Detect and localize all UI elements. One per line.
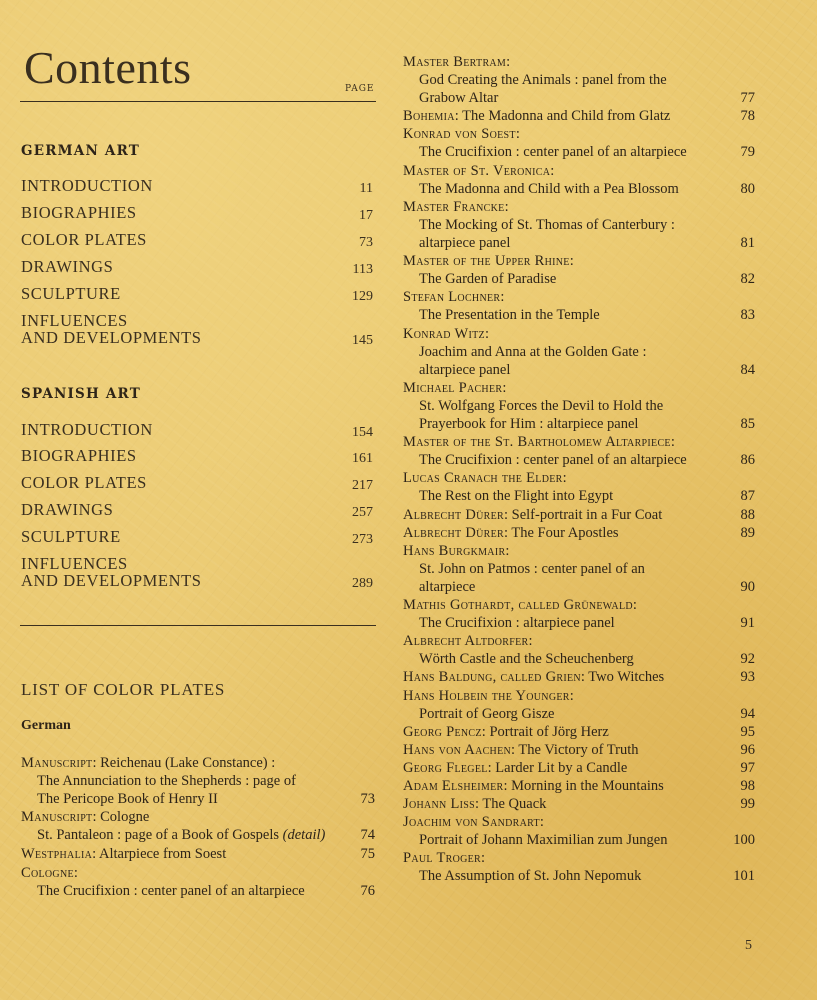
list-of-color-plates-heading: LIST OF COLOR PLATES xyxy=(21,680,226,699)
plate-title-rest: : xyxy=(515,126,520,143)
plate-page: 74 xyxy=(360,827,375,843)
plate-entry[interactable] xyxy=(21,754,375,808)
toc-item-spanish-introduction[interactable] xyxy=(21,421,375,438)
plate-page: 73 xyxy=(360,791,375,807)
plate-artist: Hans Burgkmair xyxy=(403,542,506,559)
plate-page: 101 xyxy=(733,868,755,885)
plate-title-line: Portrait of Georg Gisze xyxy=(419,705,555,722)
plate-page: 76 xyxy=(360,883,375,899)
plate-page: 97 xyxy=(740,759,755,776)
plate-entry[interactable] xyxy=(403,795,755,813)
plate-page: 80 xyxy=(740,180,755,197)
plate-page: 87 xyxy=(740,488,755,505)
plate-title-rest: : xyxy=(504,198,509,215)
plate-title-rest: : xyxy=(569,687,574,704)
plate-title-rest: : The Madonna and Child from Glatz xyxy=(454,108,671,125)
plate-title-line: The Rest on the Flight into Egypt xyxy=(419,488,614,505)
toc-item-page: 154 xyxy=(352,425,373,440)
toc-item-label: BIOGRAPHIES xyxy=(21,203,137,222)
plate-title-line: St. Pantaleon : page of a Book of Gospels xyxy=(37,827,280,843)
toc-item-german-introduction[interactable] xyxy=(21,177,375,194)
page-column-label: PAGE xyxy=(345,84,375,94)
plate-title-line: The Assumption of St. John Nepomuk xyxy=(419,868,642,885)
plate-title-rest: : xyxy=(505,542,510,559)
toc-item-label: COLOR PLATES xyxy=(21,230,147,249)
plate-title-rest: : Cologne xyxy=(92,809,150,825)
plate-title-rest: : xyxy=(670,434,675,451)
toc-item-label-line1: INFLUENCES xyxy=(21,311,128,330)
plate-artist: Albrecht Altdorfer xyxy=(403,633,529,650)
plate-page: 95 xyxy=(740,723,755,740)
plate-title-rest: : Altarpiece from Soest xyxy=(92,846,227,862)
plate-artist: Paul Troger xyxy=(403,850,482,867)
plate-title-rest: : Portrait of Jörg Herz xyxy=(481,723,609,740)
plate-page: 78 xyxy=(740,108,755,125)
plate-title-rest: : xyxy=(502,379,507,396)
plate-page: 96 xyxy=(740,741,755,758)
plate-entry[interactable] xyxy=(403,506,755,524)
plate-artist: Manuscript xyxy=(21,755,93,771)
plate-title-line: altarpiece xyxy=(419,578,476,595)
plate-entry[interactable] xyxy=(403,469,755,505)
toc-item-page: 257 xyxy=(352,505,373,520)
toc-item-label: BIOGRAPHIES xyxy=(21,446,137,465)
toc-item-label: SCULPTURE xyxy=(21,284,121,303)
plate-title-rest: : xyxy=(569,253,574,270)
plate-entry[interactable] xyxy=(403,125,755,161)
toc-item-german-influences[interactable] xyxy=(21,312,375,346)
toc-item-page: 17 xyxy=(359,208,373,223)
plate-page: 100 xyxy=(733,832,755,849)
toc-item-label: DRAWINGS xyxy=(21,500,114,519)
toc-item-page: 113 xyxy=(352,262,373,277)
plate-title-rest: : xyxy=(632,597,637,613)
plate-title-rest: : xyxy=(539,814,544,831)
plate-title-line: The Annunciation to the Shepherds : page of xyxy=(37,773,296,789)
plate-title-rest: : Reichenau (Lake Constance) : xyxy=(92,755,276,771)
plate-entry[interactable] xyxy=(403,107,755,125)
toc-item-spanish-influences[interactable] xyxy=(21,555,375,589)
plate-artist: Hans Holbein the Younger xyxy=(403,687,570,704)
plate-page: 85 xyxy=(740,415,755,432)
plate-page: 79 xyxy=(740,144,755,161)
plate-artist: Stefan Lochner xyxy=(403,289,501,306)
plate-title-line: The Madonna and Child with a Pea Blossom xyxy=(419,180,679,197)
plate-title-rest: : xyxy=(484,325,489,342)
plate-page: 83 xyxy=(740,307,755,324)
plate-page: 91 xyxy=(740,615,755,631)
plate-title-line: altarpiece panel xyxy=(419,361,511,378)
plate-entry[interactable] xyxy=(403,542,755,596)
plate-artist: Joachim von Sandrart xyxy=(403,814,540,831)
toc-item-label-line2: AND DEVELOPMENTS xyxy=(21,328,202,347)
plate-entry[interactable] xyxy=(21,864,375,900)
plate-page: 90 xyxy=(740,578,755,595)
plate-artist: Georg Flegel xyxy=(403,759,488,776)
plate-entry[interactable] xyxy=(403,759,755,777)
plate-title-rest: : The Victory of Truth xyxy=(511,741,639,758)
plate-title-line: The Garden of Paradise xyxy=(419,271,557,288)
plate-entry[interactable] xyxy=(403,252,755,288)
plate-title-line: The Mocking of St. Thomas of Canterbury : xyxy=(419,216,675,233)
plate-title-rest: : xyxy=(528,633,533,650)
plate-artist: Adam Elsheimer xyxy=(403,778,504,794)
plate-artist: Konrad Witz xyxy=(403,325,485,342)
page-number: 5 xyxy=(745,938,752,953)
plate-title-line: Wörth Castle and the Scheuchenberg xyxy=(419,651,634,668)
plate-title-line: Grabow Altar xyxy=(419,90,499,106)
plate-title-line: The Presentation in the Temple xyxy=(419,307,600,324)
toc-item-page: 273 xyxy=(352,532,373,547)
plate-page: 88 xyxy=(740,506,755,523)
plate-title-rest: : Morning in the Mountains xyxy=(503,778,664,794)
toc-item-page: 289 xyxy=(352,576,373,591)
plate-artist: Hans Baldung, called Grien xyxy=(403,669,581,686)
plate-artist: Master of the St. Bartholomew Altarpiece xyxy=(403,434,671,451)
plate-page: 93 xyxy=(740,669,755,686)
plate-page: 89 xyxy=(740,524,755,541)
toc-item-label: COLOR PLATES xyxy=(21,473,147,492)
plate-entry[interactable] xyxy=(403,325,755,379)
toc-item-german-sculpture[interactable] xyxy=(21,285,375,302)
plate-artist: Manuscript xyxy=(21,809,93,825)
plate-entry[interactable] xyxy=(403,288,755,324)
plate-artist: Hans von Aachen xyxy=(403,741,512,758)
toc-item-label: INTRODUCTION xyxy=(21,420,153,439)
plate-title-rest: : Larder Lit by a Candle xyxy=(487,759,628,776)
toc-item-page: 11 xyxy=(359,181,373,196)
plate-page: 77 xyxy=(740,90,755,106)
toc-item-label: DRAWINGS xyxy=(21,257,114,276)
plate-page: 99 xyxy=(740,796,755,813)
plate-title-line: The Crucifixion : center panel of an altarpiece xyxy=(419,144,687,161)
plate-artist: Konrad von Soest xyxy=(403,126,516,143)
plate-artist: Albrecht Dürer xyxy=(403,506,504,523)
plate-page: 92 xyxy=(740,651,755,668)
toc-item-german-color-plates[interactable] xyxy=(21,231,375,248)
plate-title-line: St. John on Patmos : center panel of an xyxy=(419,560,645,577)
toc-item-label-line1: INFLUENCES xyxy=(21,554,128,573)
toc-item-page: 129 xyxy=(352,289,373,304)
plate-entry[interactable] xyxy=(403,849,755,885)
plate-title-rest: : xyxy=(562,470,567,487)
plate-artist: Master Bertram xyxy=(403,54,507,70)
section-heading-german-art: GERMAN ART xyxy=(21,143,140,159)
plate-title-line: The Crucifixion : center panel of an altarpiece xyxy=(419,452,687,469)
plate-entry[interactable] xyxy=(21,808,375,844)
toc-item-page: 145 xyxy=(352,333,373,348)
toc-item-german-drawings[interactable] xyxy=(21,258,375,275)
plate-artist: Westphalia xyxy=(21,846,93,862)
plate-entry[interactable] xyxy=(403,632,755,668)
plate-title-rest: : xyxy=(550,162,555,179)
plate-title-rest: : Two Witches xyxy=(580,669,665,686)
plate-entry[interactable] xyxy=(403,596,755,632)
plate-title-line: Joachim and Anna at the Golden Gate : xyxy=(419,343,647,360)
plate-artist: Mathis Gothardt, called Grünewald xyxy=(403,597,633,613)
plate-artist: Albrecht Dürer xyxy=(403,524,504,541)
plate-entry[interactable] xyxy=(403,162,755,198)
toc-item-page: 217 xyxy=(352,478,373,493)
plate-title-rest: : xyxy=(73,865,78,881)
plate-artist: Master of St. Veronica xyxy=(403,162,551,179)
plate-detail-note: (detail) xyxy=(282,827,326,843)
plate-artist: Michael Pacher xyxy=(403,379,503,396)
plate-title-rest: : The Four Apostles xyxy=(504,524,619,541)
plate-title-line: Prayerbook for Him : altarpiece panel xyxy=(419,415,639,432)
section-heading-spanish-art: SPANISH ART xyxy=(21,386,141,402)
plate-artist: Bohemia xyxy=(403,108,455,125)
plate-page: 82 xyxy=(740,271,755,288)
page-title: Contents xyxy=(24,42,192,93)
plate-page: 86 xyxy=(740,452,755,469)
plate-page: 94 xyxy=(740,705,755,722)
plate-entry[interactable] xyxy=(403,777,755,795)
plate-title-rest: : xyxy=(481,850,486,867)
plate-title-line: The Crucifixion : center panel of an altarpiece xyxy=(37,883,305,899)
plate-page: 84 xyxy=(740,361,755,378)
section-rule xyxy=(20,625,376,626)
toc-item-label: INTRODUCTION xyxy=(21,176,153,195)
plate-entry[interactable] xyxy=(403,53,755,107)
plate-title-rest: : Self-portrait in a Fur Coat xyxy=(504,506,663,523)
plate-entry[interactable] xyxy=(403,723,755,741)
plate-page: 98 xyxy=(740,778,755,794)
toc-item-page: 161 xyxy=(352,451,373,466)
plate-entry[interactable] xyxy=(403,741,755,759)
plate-entry[interactable] xyxy=(403,379,755,433)
plate-artist: Johann Liss xyxy=(403,796,475,813)
plate-title-rest: : The Quack xyxy=(475,796,547,813)
plate-artist: Master of the Upper Rhine xyxy=(403,253,570,270)
toc-item-german-biographies[interactable] xyxy=(21,204,375,221)
plate-title-line: Portrait of Johann Maximilian zum Jungen xyxy=(419,832,668,849)
plate-artist: Master Francke xyxy=(403,198,505,215)
plate-artist: Georg Pencz xyxy=(403,723,482,740)
plate-artist: Cologne xyxy=(21,865,74,881)
toc-item-label-line2: AND DEVELOPMENTS xyxy=(21,571,202,590)
toc-item-spanish-drawings[interactable] xyxy=(21,501,375,518)
plate-page: 75 xyxy=(360,846,375,862)
plate-page: 81 xyxy=(740,234,755,251)
plate-entry[interactable] xyxy=(403,198,755,252)
plate-entry[interactable] xyxy=(403,813,755,849)
plate-title-line: God Creating the Animals : panel from the xyxy=(419,72,667,88)
plate-title-rest: : xyxy=(500,289,505,306)
plate-entry[interactable] xyxy=(403,524,755,542)
plate-title-rest: : xyxy=(506,54,511,70)
toc-item-spanish-color-plates[interactable] xyxy=(21,474,375,491)
german-subheading: German xyxy=(21,718,71,733)
plate-entry[interactable] xyxy=(403,433,755,469)
title-rule xyxy=(20,101,376,102)
plate-title-line: altarpiece panel xyxy=(419,234,511,251)
plate-title-line: The Pericope Book of Henry II xyxy=(37,791,218,807)
plate-entry[interactable] xyxy=(403,668,755,686)
toc-item-spanish-sculpture[interactable] xyxy=(21,528,375,545)
toc-item-label: SCULPTURE xyxy=(21,527,121,546)
plate-title-line: St. Wolfgang Forces the Devil to Hold the xyxy=(419,397,664,414)
plate-title-line: The Crucifixion : altarpiece panel xyxy=(419,615,615,631)
plate-entry[interactable] xyxy=(21,845,375,863)
toc-item-page: 73 xyxy=(359,235,373,250)
toc-item-spanish-biographies[interactable] xyxy=(21,447,375,464)
plate-entry[interactable] xyxy=(403,687,755,723)
plate-artist: Lucas Cranach the Elder xyxy=(403,470,563,487)
